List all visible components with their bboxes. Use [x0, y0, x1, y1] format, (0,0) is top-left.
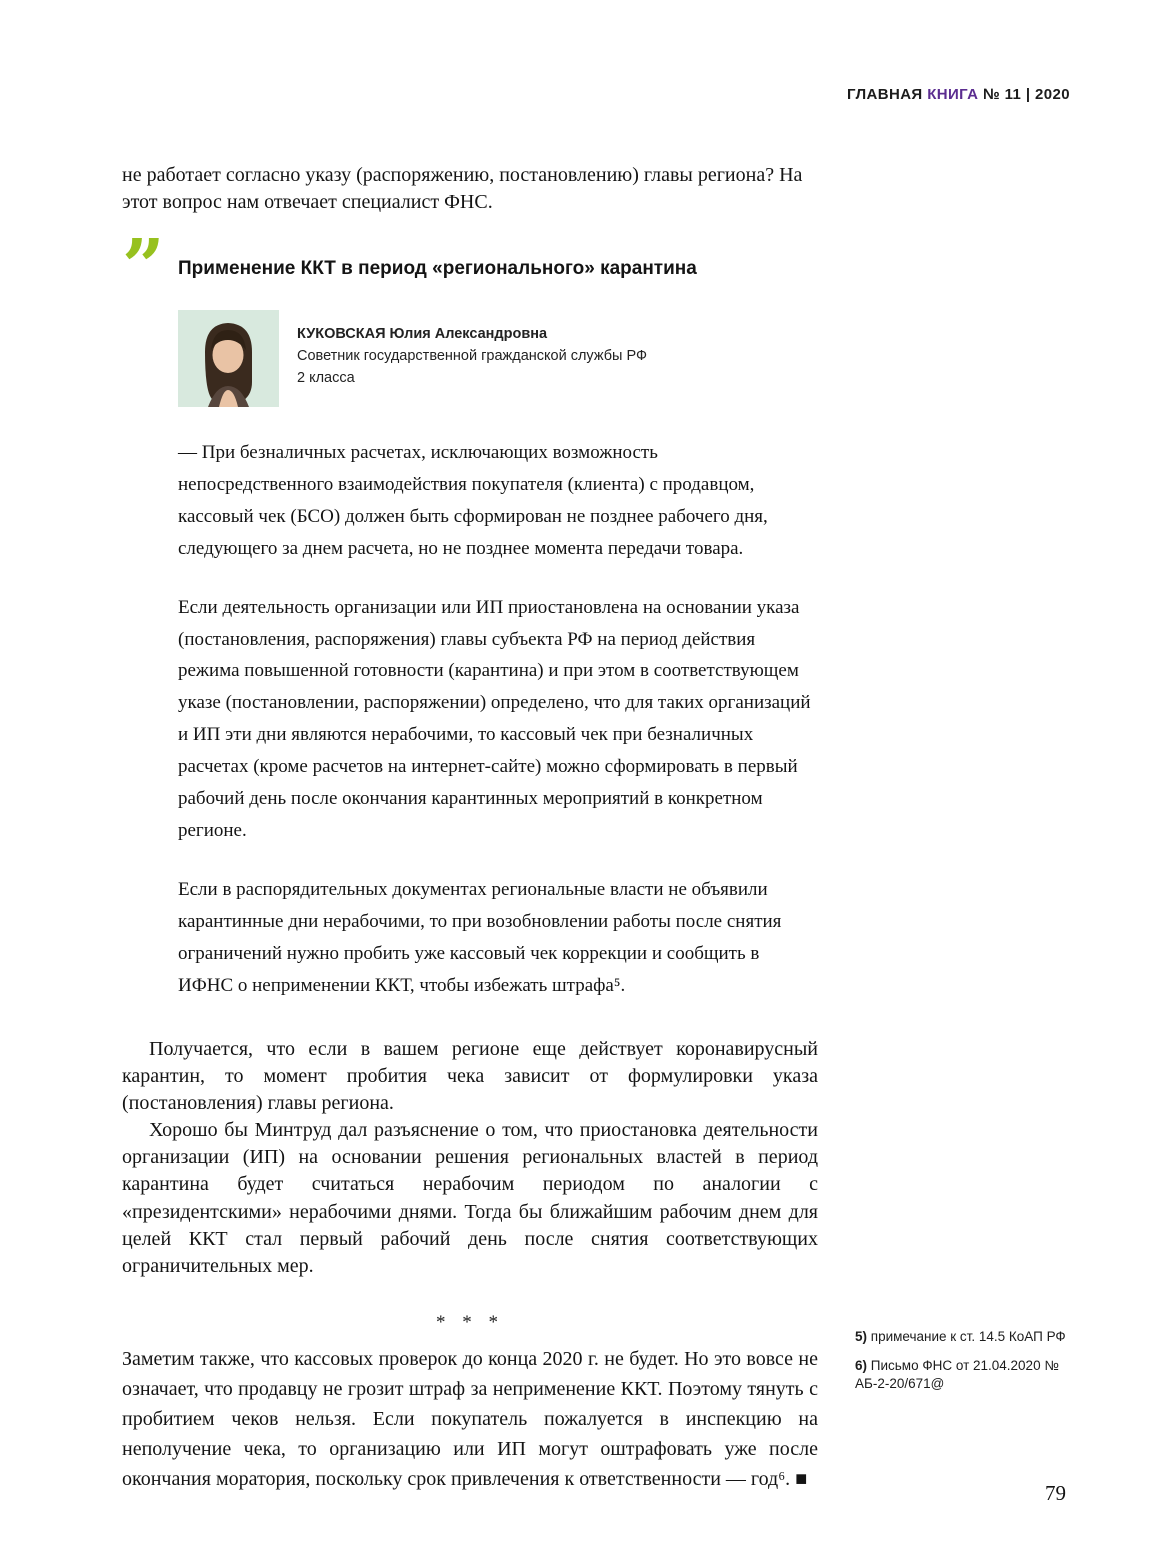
- intro-paragraph: не работает согласно указу (распоряжению, постановлению) главы региона? На этот вопрос нам отвечает специалист ФНС.: [122, 164, 803, 213]
- interview-title: Применение ККТ в период «регионального» карантина: [178, 258, 697, 279]
- interview-paragraph: Если в распорядительных документах региональные власти не объявили карантинные дни нерабочими, то при возобновлении работы после снятия ограничений нужно пробить уже кассовый чек коррекции и сообщить в ИФНС о неприменении ККТ, чтобы избежать штрафа⁵.: [178, 878, 782, 996]
- issue-number: № 11 | 2020: [982, 86, 1070, 103]
- page-number: 79: [1045, 1481, 1066, 1505]
- footnote-text: Письмо ФНС от 21.04.2020 № АБ-2-20/671@: [855, 1358, 1059, 1392]
- section-separator: * * *: [436, 1312, 504, 1334]
- footnote: [855, 1328, 1080, 1346]
- expert-name: КУКОВСКАЯ Юлия Александровна: [297, 326, 548, 342]
- expert-block: [178, 310, 818, 407]
- interview-header: [122, 224, 818, 310]
- main-column: [122, 162, 818, 1494]
- magazine-header: [847, 86, 1070, 103]
- magazine-name-part1: ГЛАВНАЯ: [847, 86, 923, 103]
- body-paragraph: Получается, что если в вашем регионе еще действует коронавирусный карантин, то момент пробития чека зависит от формулировки указа (постановления) главы региона.: [122, 1037, 818, 1114]
- expert-info: [297, 310, 647, 407]
- expert-portrait-image: [178, 310, 279, 407]
- expert-photo: [178, 310, 279, 407]
- quote-icon: ”: [122, 224, 159, 310]
- closing-paragraph: Заметим также, что кассовых проверок до конца 2020 г. не будет. Но это вовсе не означает, что продавцу не грозит штраф за неприменение ККТ. Поэтому тянуть с пробитием чеков нельзя. Если покупатель пожалуется в инспекцию на неполучение чека, то организацию или ИП могут оштрафовать уже после окончания моратория, поскольку срок привлечения к ответственности — год⁶. ■: [122, 1348, 818, 1491]
- footnote-number: 6): [855, 1358, 868, 1374]
- interview-paragraph: — При безналичных расчетах, исключающих возможность непосредственного взаимодействия покупателя (клиента) с продавцом, кассовый чек (БСО) должен быть сформирован не позднее рабочего дня, следующего за днем расчета, но не позднее момента передачи товара.: [178, 442, 768, 559]
- footnote-text: примечание к ст. 14.5 КоАП РФ: [870, 1329, 1066, 1344]
- interview-answer: [178, 437, 814, 1002]
- interview-paragraph: Если деятельность организации или ИП приостановлена на основании указа (постановления, распоряжения) главы субъекта РФ на период действия режима повышенной готовности (карантина) и при этом в соответствующем указе (постановлении, распоряжении) определено, что для таких организаций и ИП эти дни являются нерабочими, то кассовый чек при безналичных расчетах (кроме расчетов на интернет-сайте) можно сформировать в первый рабочий день после окончания карантинных мероприятий в конкретном регионе.: [178, 596, 811, 841]
- body-paragraph: Хорошо бы Минтруд дал разъяснение о том, что приостановка деятельности организации (ИП) на основании решения региональных властей в период карантина будет считаться нерабочим периодом по аналогии с «президентскими» нерабочими днями. Тогда бы ближайшим рабочим днем для целей ККТ стал первый рабочий день после снятия соответствующих ограничительных мер.: [122, 1119, 818, 1277]
- commentary: [122, 1036, 818, 1281]
- footnote: [855, 1357, 1080, 1393]
- footnote-number: 5): [855, 1329, 868, 1344]
- expert-position-line2: 2 класса: [297, 369, 355, 386]
- expert-position-line1: Советник государственной гражданской службы РФ: [297, 347, 647, 364]
- footnotes-column: [855, 1328, 1080, 1405]
- interview-section: [122, 224, 818, 1002]
- magazine-name-part2: КНИГА: [927, 86, 979, 103]
